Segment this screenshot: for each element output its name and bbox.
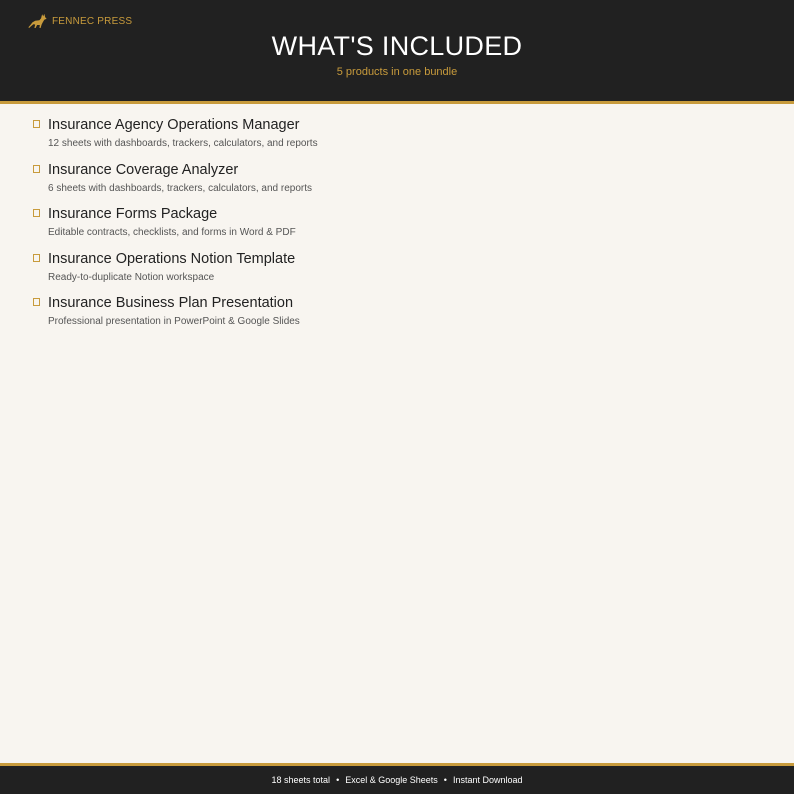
product-description: Ready-to-duplicate Notion workspace xyxy=(48,271,215,283)
product-description: 12 sheets with dashboards, trackers, calculators, and reports xyxy=(48,138,318,149)
product-description: Editable contracts, checklists, and forms in Word & PDF xyxy=(48,227,296,238)
square-bullet-icon xyxy=(33,254,40,262)
footer-formats: Excel & Google Sheets xyxy=(345,775,438,785)
page-title: WHAT'S INCLUDED xyxy=(271,31,523,61)
footer-separator: • xyxy=(443,775,447,785)
square-bullet-icon xyxy=(33,298,40,306)
product-description: Professional presentation in PowerPoint & Google Slides xyxy=(48,316,300,327)
header-banner xyxy=(0,0,794,104)
product-name: Insurance Operations Notion Template xyxy=(48,250,296,267)
brand-name: FENNEC PRESS xyxy=(52,15,133,27)
fox-icon xyxy=(28,13,47,29)
footer-sheets-count: 18 sheets total xyxy=(271,775,331,785)
square-bullet-icon xyxy=(33,120,40,128)
square-bullet-icon xyxy=(33,209,40,217)
product-description: 6 sheets with dashboards, trackers, calculators, and reports xyxy=(48,182,313,194)
footer-delivery: Instant Download xyxy=(452,775,523,785)
footer-separator: • xyxy=(336,775,340,785)
product-name: Insurance Forms Package xyxy=(48,206,218,222)
product-name: Insurance Agency Operations Manager xyxy=(48,117,300,133)
page-subtitle: 5 products in one bundle xyxy=(336,66,458,78)
product-name: Insurance Business Plan Presentation xyxy=(48,295,294,311)
square-bullet-icon xyxy=(33,165,40,173)
product-name: Insurance Coverage Analyzer xyxy=(48,161,239,178)
brand-logo xyxy=(28,13,132,29)
footer-bar xyxy=(0,763,794,794)
